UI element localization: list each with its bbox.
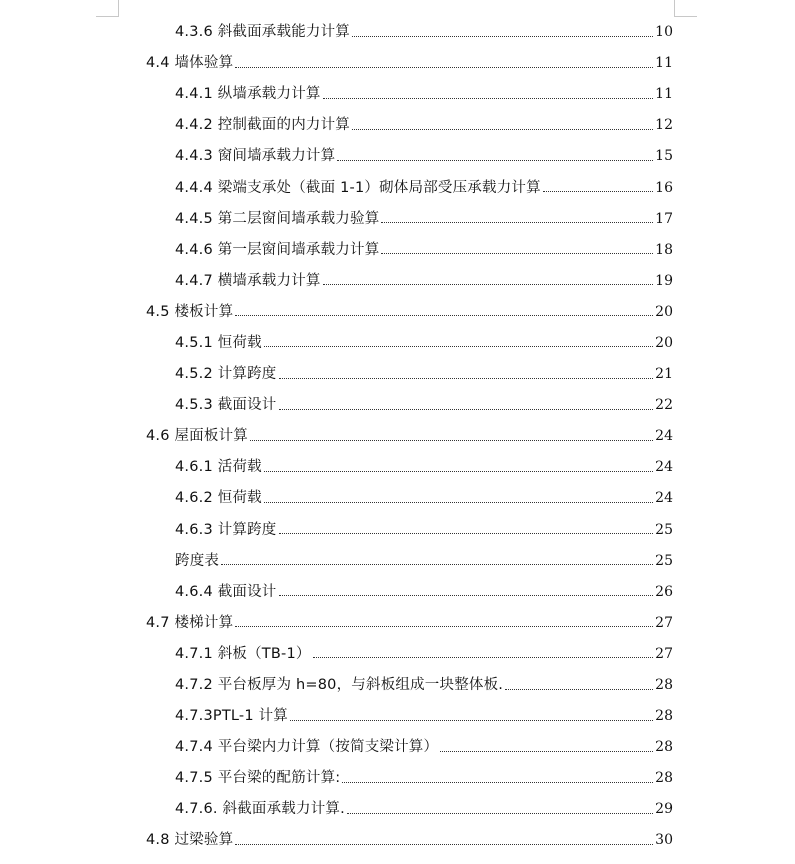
toc-dot-leader <box>352 36 653 37</box>
toc-section-entry[interactable] <box>0 421 795 452</box>
toc-entry-title: 4.5 楼板计算 <box>146 303 234 320</box>
toc-dot-leader <box>313 657 653 658</box>
toc-page-number: 28 <box>655 708 673 725</box>
toc-dot-leader <box>264 471 653 472</box>
toc-dot-leader <box>543 191 653 192</box>
table-of-contents <box>0 17 795 857</box>
toc-dot-leader <box>235 844 653 845</box>
toc-page-number: 30 <box>655 832 673 849</box>
toc-section-entry[interactable] <box>0 297 795 328</box>
toc-dot-leader <box>381 222 653 223</box>
toc-page-number: 28 <box>655 770 673 787</box>
toc-page-number: 12 <box>655 117 673 134</box>
toc-entry-title: 4.7.4 平台梁内力计算（按简支梁计算） <box>175 739 439 756</box>
toc-entry-title: 4.4.4 梁端支承处（截面 1-1）砌体局部受压承载力计算 <box>175 179 541 196</box>
toc-dot-leader <box>505 689 653 690</box>
toc-dot-leader <box>250 440 653 441</box>
toc-section-entry[interactable] <box>0 48 795 79</box>
toc-entry-title: 4.7.2 平台板厚为 h=80，与斜板组成一块整体板. <box>175 677 504 694</box>
toc-page-number: 20 <box>655 334 673 351</box>
toc-page-number: 28 <box>655 739 673 756</box>
toc-page-number: 16 <box>655 179 673 196</box>
toc-page-number: 28 <box>655 677 673 694</box>
toc-page-number: 27 <box>655 614 673 631</box>
toc-subsection-entry[interactable] <box>0 732 795 763</box>
toc-entry-title: 4.8 过梁验算 <box>146 832 234 849</box>
toc-subsection-entry[interactable] <box>0 763 795 794</box>
toc-subsection-entry[interactable] <box>0 235 795 266</box>
toc-page-number: 24 <box>655 459 673 476</box>
toc-entry-title: 4.4.2 控制截面的内力计算 <box>175 117 351 134</box>
toc-subsection-entry[interactable] <box>0 483 795 514</box>
toc-entry-title: 4.4.5 第二层窗间墙承载力验算 <box>175 210 380 227</box>
toc-entry-title: 4.7.5 平台梁的配筋计算: <box>175 770 341 787</box>
toc-entry-title: 4.7.1 斜板（TB-1） <box>175 645 311 662</box>
toc-subsection-entry[interactable] <box>0 17 795 48</box>
toc-subsection-entry[interactable] <box>0 670 795 701</box>
toc-entry-title: 4.4 墙体验算 <box>146 55 234 72</box>
toc-entry-title: 4.6.2 恒荷载 <box>175 490 262 507</box>
top-right-crop-mark <box>674 0 697 17</box>
toc-entry-title: 4.6.4 截面设计 <box>175 583 277 600</box>
toc-dot-leader <box>337 160 653 161</box>
toc-entry-title: 4.7 楼梯计算 <box>146 614 234 631</box>
toc-dot-leader <box>290 720 653 721</box>
toc-page-number: 17 <box>655 210 673 227</box>
toc-dot-leader <box>279 533 653 534</box>
toc-entry-title: 4.4.6 第一层窗间墙承载力计算 <box>175 241 380 258</box>
toc-section-entry[interactable] <box>0 825 795 856</box>
toc-dot-leader <box>235 626 653 627</box>
toc-page-number: 20 <box>655 303 673 320</box>
toc-page-number: 25 <box>655 521 673 538</box>
toc-dot-leader <box>381 253 653 254</box>
toc-page-number: 25 <box>655 552 673 569</box>
toc-subsection-entry[interactable] <box>0 79 795 110</box>
toc-dot-leader <box>342 782 653 783</box>
toc-dot-leader <box>279 595 653 596</box>
top-left-crop-mark <box>96 0 119 17</box>
toc-subsection-entry[interactable] <box>0 328 795 359</box>
toc-dot-leader <box>323 284 653 285</box>
toc-page-number: 11 <box>655 86 673 103</box>
toc-dot-leader <box>440 751 653 752</box>
toc-entry-title: 4.4.7 横墙承载力计算 <box>175 272 321 289</box>
toc-subsection-entry[interactable] <box>0 110 795 141</box>
toc-dot-leader <box>235 315 653 316</box>
toc-entry-title: 4.4.1 纵墙承载力计算 <box>175 86 321 103</box>
toc-subsection-entry[interactable] <box>0 701 795 732</box>
toc-subsection-entry[interactable] <box>0 452 795 483</box>
toc-dot-leader <box>352 129 653 130</box>
toc-subsection-entry[interactable] <box>0 359 795 390</box>
toc-entry-title: 4.7.6. 斜截面承载力计算. <box>175 801 345 818</box>
toc-entry-title: 4.6 屋面板计算 <box>146 428 248 445</box>
toc-dot-leader <box>347 813 653 814</box>
toc-page-number: 21 <box>655 366 673 383</box>
toc-subsection-entry[interactable] <box>0 141 795 172</box>
toc-section-entry[interactable] <box>0 608 795 639</box>
toc-dot-leader <box>221 564 653 565</box>
toc-dot-leader <box>279 409 653 410</box>
toc-entry-title: 4.4.3 窗间墙承载力计算 <box>175 148 336 165</box>
toc-dot-leader <box>264 346 653 347</box>
toc-entry-title: 4.3.6 斜截面承载能力计算 <box>175 24 351 41</box>
toc-subsection-entry[interactable] <box>0 577 795 608</box>
toc-page-number: 15 <box>655 148 673 165</box>
toc-entry-title: 跨度表 <box>175 552 220 569</box>
toc-page-number: 10 <box>655 24 673 41</box>
toc-page-number: 22 <box>655 397 673 414</box>
toc-subsection-entry[interactable] <box>0 390 795 421</box>
toc-dot-leader <box>323 98 653 99</box>
toc-entry-title: 4.5.2 计算跨度 <box>175 366 277 383</box>
toc-subsection-entry[interactable] <box>0 204 795 235</box>
toc-subsection-entry[interactable] <box>0 515 795 546</box>
toc-dot-leader <box>264 502 653 503</box>
toc-subsection-entry[interactable] <box>0 794 795 825</box>
toc-page-number: 11 <box>655 55 673 72</box>
toc-page-number: 26 <box>655 583 673 600</box>
toc-entry-title: 4.7.3PTL-1 计算 <box>175 708 288 725</box>
toc-entry-title: 4.6.1 活荷载 <box>175 459 262 476</box>
toc-page-number: 29 <box>655 801 673 818</box>
toc-entry-title: 4.6.3 计算跨度 <box>175 521 277 538</box>
toc-entry-title: 4.5.1 恒荷载 <box>175 334 262 351</box>
toc-page-number: 19 <box>655 272 673 289</box>
toc-dot-leader <box>235 67 653 68</box>
toc-page-number: 27 <box>655 645 673 662</box>
toc-page-number: 24 <box>655 490 673 507</box>
toc-subsection-entry[interactable] <box>0 546 795 577</box>
toc-entry-title: 4.5.3 截面设计 <box>175 397 277 414</box>
toc-subsection-entry[interactable] <box>0 639 795 670</box>
toc-dot-leader <box>279 378 653 379</box>
toc-subsection-entry[interactable] <box>0 172 795 203</box>
toc-page-number: 18 <box>655 241 673 258</box>
toc-page-number: 24 <box>655 428 673 445</box>
toc-subsection-entry[interactable] <box>0 266 795 297</box>
